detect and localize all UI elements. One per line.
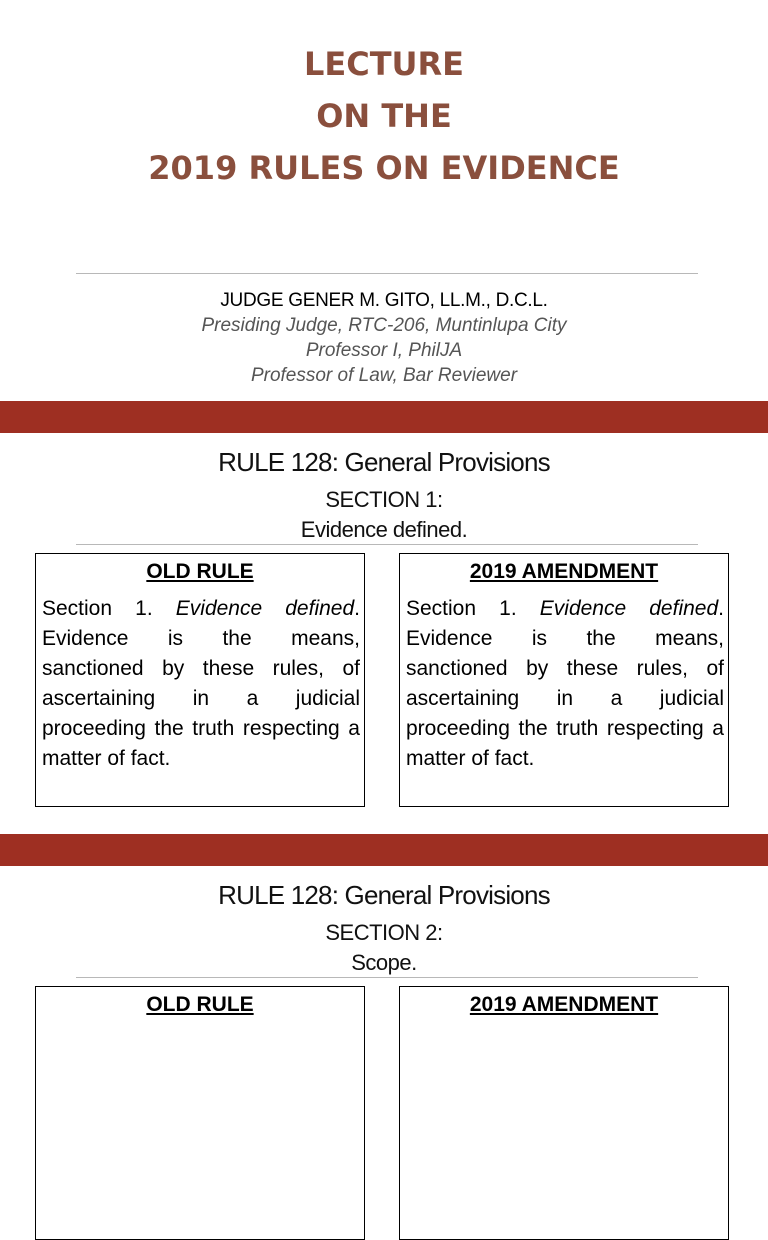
author-block (0, 288, 768, 388)
amendment-box (399, 553, 729, 807)
lecture-title (0, 38, 768, 194)
title-line-3: 2019 RULES ON EVIDENCE (148, 149, 620, 187)
section-heading (0, 485, 768, 545)
title-line-2: ON THE (316, 97, 452, 135)
amendment-italic: Evidence defined (539, 597, 719, 620)
old-rule-prefix: Section 1. (42, 597, 153, 620)
amendment-prefix: Section 1. (406, 597, 517, 620)
author-role-1: Presiding Judge, RTC-206, Muntinlupa City (201, 315, 567, 336)
old-rule-rest: . Evidence is the means, sanctioned by these rules, of ascertaining in a judicial proceeding the truth respecting a matter of fact. (42, 597, 360, 770)
author-role-3: Professor of Law, Bar Reviewer (250, 365, 518, 386)
author-name: JUDGE GENER M. GITO, LL.M., D.C.L. (220, 290, 548, 311)
title-line-1: LECTURE (303, 45, 465, 83)
section1-slide (0, 433, 768, 834)
amendment-heading: 2019 AMENDMENT (469, 560, 659, 583)
section-label: SECTION 2: (325, 920, 443, 945)
title-divider (76, 273, 698, 274)
old-rule-text (42, 594, 360, 774)
section2-slide (0, 866, 768, 1026)
section-heading (0, 918, 768, 978)
author-role-2: Professor I, PhilJA (305, 340, 463, 361)
rule-heading: RULE 128: General Provisions (218, 447, 550, 477)
old-rule-italic: Evidence defined (175, 597, 355, 620)
title-slide (0, 0, 768, 401)
slide-separator-band (0, 401, 768, 433)
amendment-rest: . Evidence is the means, sanctioned by these rules, of ascertaining in a judicial proceeding the truth respecting a matter of fact. (406, 597, 724, 770)
section-divider (76, 544, 698, 545)
section-divider (76, 977, 698, 978)
amendment-box (399, 986, 729, 1240)
section-label: SECTION 1: (325, 487, 443, 512)
old-rule-box (35, 553, 365, 807)
slide-separator-band (0, 834, 768, 866)
old-rule-box (35, 986, 365, 1240)
rule-heading: RULE 128: General Provisions (218, 880, 550, 910)
section-title: Evidence defined. (300, 517, 468, 542)
old-rule-heading: OLD RULE (146, 993, 254, 1016)
amendment-text (406, 594, 724, 774)
amendment-heading: 2019 AMENDMENT (469, 993, 659, 1016)
section-title: Scope. (351, 950, 417, 975)
old-rule-heading: OLD RULE (146, 560, 254, 583)
